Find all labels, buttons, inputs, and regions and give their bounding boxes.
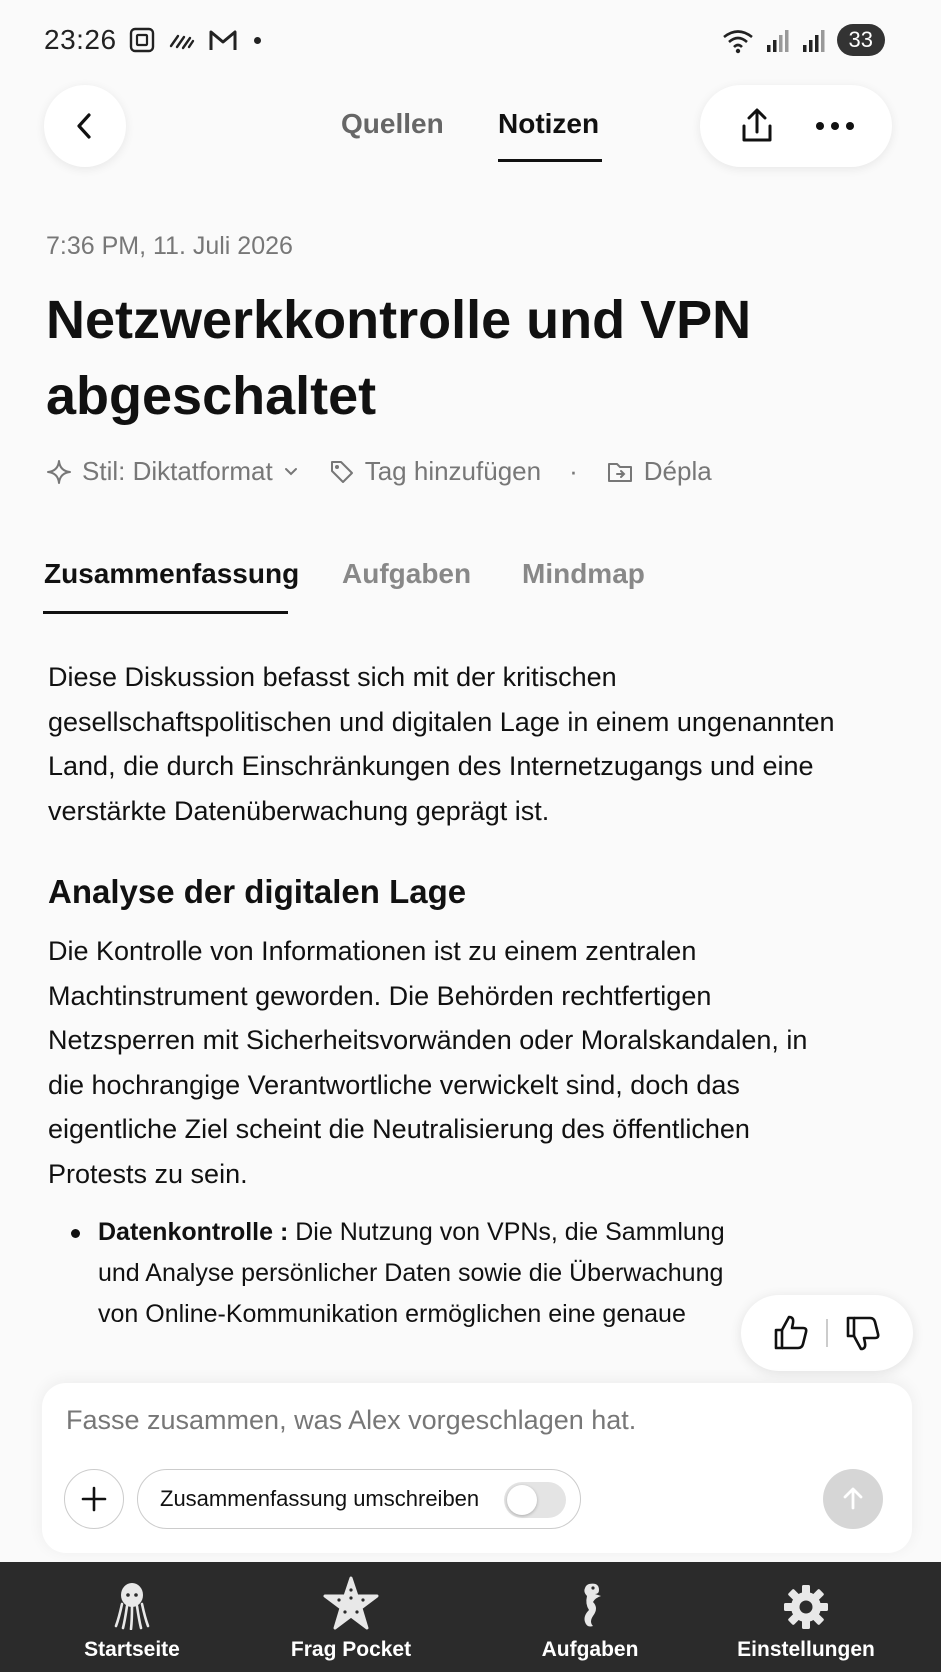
- status-time: 23:26: [44, 24, 117, 55]
- feedback-bubble: [741, 1295, 913, 1371]
- chat-composer: [42, 1383, 912, 1553]
- starfish-icon: [323, 1576, 379, 1630]
- toggle-switch[interactable]: [504, 1482, 566, 1518]
- more-notifications-dot: [254, 37, 261, 44]
- note-timestamp: 7:36 PM, 11. Juli 2026: [46, 232, 293, 260]
- octopus-icon: [114, 1582, 150, 1630]
- title-line-2: abgeschaltet: [46, 366, 377, 426]
- bullet-strong: Datenkontrolle :: [98, 1218, 289, 1246]
- tab-aufgaben[interactable]: Aufgaben: [342, 558, 472, 589]
- nav-label-aufgaben: Aufgaben: [541, 1638, 639, 1661]
- share-button[interactable]: [727, 96, 787, 156]
- signal-2-icon: [801, 26, 827, 54]
- rewrite-summary-toggle[interactable]: [137, 1469, 581, 1529]
- gmail-icon: [208, 26, 238, 54]
- intro-paragraph: Diese Diskussion befasst sich mit der kritischen gesellschaftspolitischen und digitalen Lage in einem ungenannten Land, die durch Einschränkungen des Internetzugangs und eine verstärkte Datenüberwachung geprägt ist.: [48, 662, 835, 826]
- list-item: [48, 1212, 768, 1335]
- folder-icon: [606, 459, 634, 485]
- page-title: [46, 282, 866, 434]
- thumbs-down-button[interactable]: [833, 1303, 893, 1363]
- feedback-divider: [826, 1319, 828, 1347]
- chevron-left-icon: [70, 111, 100, 141]
- composer-input[interactable]: Fasse zusammen, was Alex vorgeschlagen hat.: [66, 1405, 637, 1435]
- folder-selector[interactable]: [606, 456, 712, 487]
- bottom-navigation: [0, 1562, 941, 1672]
- battery-indicator: 33: [837, 24, 885, 56]
- header-actions: [700, 85, 892, 167]
- lines-icon: [168, 26, 196, 54]
- tab-notizen[interactable]: Notizen: [498, 108, 600, 139]
- bullet-text: Die Nutzung von VPNs, die Sammlung und Analyse persönlicher Daten sowie die Überwachung von Online-Kommunikation ermöglichen eine genaue: [98, 1218, 725, 1328]
- active-tab-indicator: [498, 159, 602, 162]
- toggle-knob: [507, 1485, 537, 1515]
- chevron-down-icon: [283, 464, 299, 480]
- seahorse-icon: [575, 1580, 605, 1630]
- send-button[interactable]: [823, 1469, 883, 1529]
- style-label: Stil: Diktatformat: [82, 456, 273, 486]
- thumbs-up-button[interactable]: [761, 1303, 821, 1363]
- tab-zusammenfassung[interactable]: Zusammenfassung: [44, 558, 300, 589]
- thumbs-down-icon: [843, 1313, 883, 1353]
- nav-label-frag-pocket: Frag Pocket: [290, 1638, 412, 1661]
- arrow-up-icon: [840, 1486, 866, 1512]
- tab-quellen[interactable]: Quellen: [341, 108, 444, 139]
- wifi-icon: [721, 26, 755, 54]
- gear-icon: [783, 1584, 829, 1630]
- nav-startseite[interactable]: [42, 1562, 222, 1672]
- note-meta-row: [46, 456, 712, 487]
- system-status: [721, 24, 885, 56]
- tab-mindmap[interactable]: Mindmap: [522, 558, 645, 589]
- rewrite-label: Zusammenfassung umschreiben: [160, 1486, 480, 1511]
- nav-einstellungen[interactable]: [716, 1562, 896, 1672]
- share-icon: [737, 106, 777, 146]
- sparkle-icon: [46, 459, 72, 485]
- more-horizontal-icon: [815, 120, 855, 132]
- status-bar: [0, 0, 941, 86]
- bullet-list: [48, 1212, 848, 1335]
- nav-frag-pocket[interactable]: [261, 1562, 441, 1672]
- nav-label-einstellungen: Einstellungen: [737, 1638, 875, 1661]
- tag-label: Tag hinzufügen: [364, 456, 542, 486]
- thumbs-up-icon: [771, 1313, 811, 1353]
- analysis-paragraph: Die Kontrolle von Informationen ist zu einem zentralen Machtinstrument geworden. Die Behörden rechtfertigen Netzsperren mit Sicherheitsvorwänden oder Moralskandalen, in die hochrangige Verantwortliche verwickelt sind, doch das eigentliche Ziel scheint die Neutralisierung des öffentlichen Protests zu sein.: [48, 936, 808, 1189]
- nav-aufgaben[interactable]: [500, 1562, 680, 1672]
- add-tag-button[interactable]: [329, 456, 541, 487]
- back-button[interactable]: [44, 85, 126, 167]
- folder-label: Dépla: [643, 456, 712, 486]
- tag-icon: [329, 459, 355, 485]
- plus-icon: [81, 1486, 107, 1512]
- title-line-1: Netzwerkkontrolle und VPN: [46, 290, 752, 350]
- signal-icon: [765, 26, 791, 54]
- notification-icons: [128, 26, 261, 54]
- add-attachment-button[interactable]: [64, 1469, 124, 1529]
- section-heading: Analyse der digitalen Lage: [48, 873, 467, 910]
- active-subtab-indicator: [43, 611, 288, 614]
- meta-separator: ·: [569, 456, 578, 486]
- more-options-button[interactable]: [805, 96, 865, 156]
- screenshot-icon: [128, 26, 156, 54]
- nav-label-startseite: Startseite: [84, 1638, 180, 1661]
- style-selector[interactable]: [46, 456, 299, 487]
- summary-content: [48, 655, 848, 1335]
